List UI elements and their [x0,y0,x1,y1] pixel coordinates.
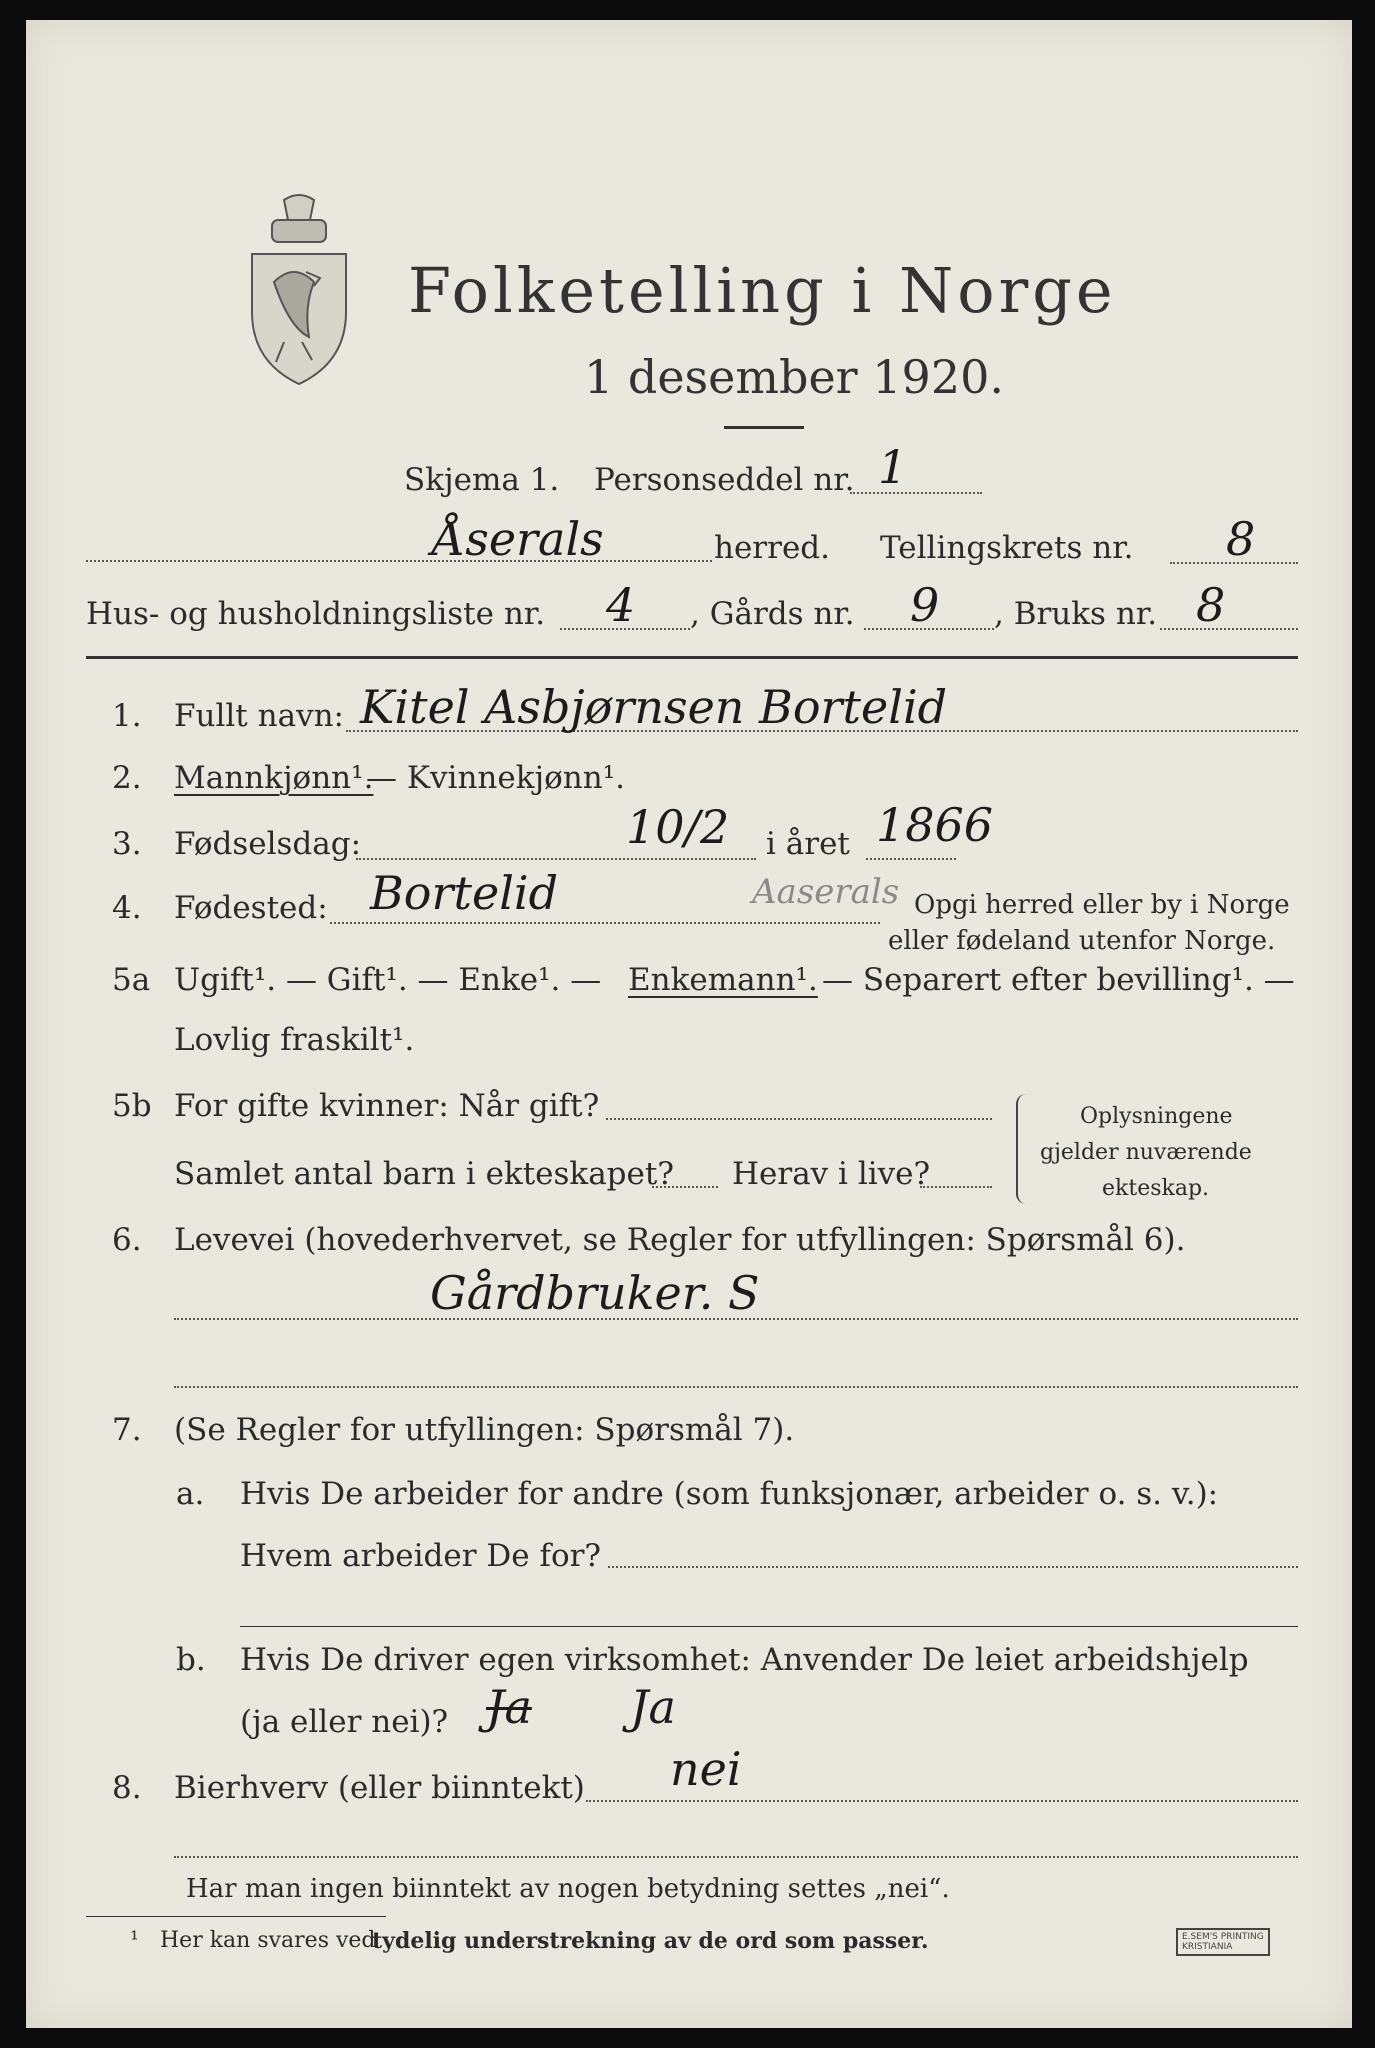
bruks-line [1160,628,1298,630]
tellingskrets-label: Tellingskrets nr. [880,530,1134,566]
form-title: Folketelling i Norge [408,254,1117,327]
q8-line-2 [174,1856,1298,1858]
q8-line-1 [586,1800,1298,1802]
footer-note: Har man ingen biinntekt av nogen betydning settes „nei“. [186,1874,950,1904]
q4-number: 4. [112,890,142,926]
bruks-value: 8 [1196,578,1226,632]
q4-pencil-note: Aaserals [752,872,900,912]
bruks-label: , Bruks nr. [994,596,1158,632]
q2-male-selected: Mannkjønn¹. [174,760,374,796]
q5b-line2a: Samlet antal barn i ekteskapet? [174,1156,674,1192]
q5b-number: 5b [112,1088,152,1124]
q1-label: Fullt navn: [174,698,344,734]
q6-line-2 [174,1386,1298,1388]
q5b-note-1: Oplysningene [1080,1104,1233,1129]
herred-label: herred. [714,530,830,566]
personseddel-value: 1 [878,440,908,494]
q7a-line1: Hvis De arbeider for andre (som funksjonær, arbeider o. s. v.): [240,1476,1219,1512]
herred-value: Åserals [432,512,604,566]
tellingskrets-value: 8 [1226,512,1256,566]
gards-value: 9 [910,578,940,632]
q7-label: (Se Regler for utfyllingen: Spørsmål 7). [174,1412,795,1448]
q7b-line1: Hvis De driver egen virksomhet: Anvender De leiet arbeidshjelp [240,1642,1249,1678]
q5a-selected: Enkemann¹. [628,962,818,998]
q3-day-value: 10/2 [626,800,730,854]
schema-label: Skjema 1. [404,462,560,498]
q5b-line1: For gifte kvinner: Når gift? [174,1088,600,1124]
q5a-line2: Lovlig fraskilt¹. [174,1022,415,1058]
q7-number: 7. [112,1412,142,1448]
hus-value: 4 [606,578,636,632]
q6-label: Levevei (hovederhvervet, se Regler for utfyllingen: Spørsmål 6). [174,1222,1186,1258]
q7b-number: b. [176,1642,206,1678]
section-divider [86,656,1298,659]
q7a-number: a. [176,1476,205,1512]
q4-line [330,922,880,924]
q4-value: Bortelid [370,866,559,920]
q8-label: Bierhverv (eller biinntekt) [174,1770,585,1806]
footnote-divider [86,1916,386,1917]
q4-label: Fødested: [174,890,328,926]
printer-stamp-line-2: KRISTIANIA [1182,1942,1233,1952]
q5b-line1-dots [606,1118,992,1120]
q6-value: Gårdbruker. S [430,1266,760,1320]
q5b-note-3: ekteskap. [1102,1176,1210,1201]
q7b-struck-value: Ja [486,1680,532,1734]
footnote-emphasis: tydelig understrekning av de ord som passer. [372,1928,929,1954]
q5b-line2b: Herav i live? [732,1156,931,1192]
q4-note-2: eller fødeland utenfor Norge. [888,926,1276,956]
q5b-line2a-dots [652,1186,718,1188]
q8-number: 8. [112,1770,142,1806]
herred-line [86,560,712,562]
q6-number: 6. [112,1222,142,1258]
q3-day-line [356,858,756,860]
gards-label: , Gårds nr. [690,596,855,632]
personseddel-line [850,492,982,494]
q7a-line2: Hvem arbeider De for? [240,1538,602,1574]
printer-stamp [1176,1928,1270,1956]
form-date: 1 desember 1920. [584,350,1004,404]
q4-note-1: Opgi herred eller by i Norge [914,890,1290,920]
q5b-brace [1016,1094,1030,1204]
q1-value: Kitel Asbjørnsen Bortelid [360,680,948,734]
q3-year-value: 1866 [876,798,994,852]
title-divider [724,426,804,429]
q3-year-label: i året [766,826,850,862]
coat-of-arms-icon [244,192,354,388]
q7a-line3 [240,1626,1298,1627]
q7b-value: Ja [630,1680,676,1734]
q7a-line2-dots [608,1566,1298,1568]
printer-stamp-line-1: E.SEM'S PRINTING [1182,1932,1264,1942]
q5a-options-rest: — Separert efter bevilling¹. — [822,962,1295,998]
personseddel-label: Personseddel nr. [594,462,855,498]
q8-value: nei [670,1742,742,1796]
q5b-note-2: gjelder nuværende [1040,1140,1252,1165]
hus-label: Hus- og husholdningsliste nr. [86,596,546,632]
footnote-mark: ¹ [130,1928,139,1953]
q1-number: 1. [112,698,142,734]
q5a-number: 5a [112,962,151,998]
q5a-options: Ugift¹. — Gift¹. — Enke¹. — [174,962,602,998]
q3-label: Fødselsdag: [174,826,362,862]
q2-female: — Kvinnekjønn¹. [366,760,625,796]
q2-number: 2. [112,760,142,796]
q3-year-line [866,858,956,860]
footnote-text: Her kan svares ved [160,1928,376,1953]
q3-number: 3. [112,826,142,862]
q7b-line2: (ja eller nei)? [240,1704,449,1740]
q5b-line2b-dots [920,1186,992,1188]
